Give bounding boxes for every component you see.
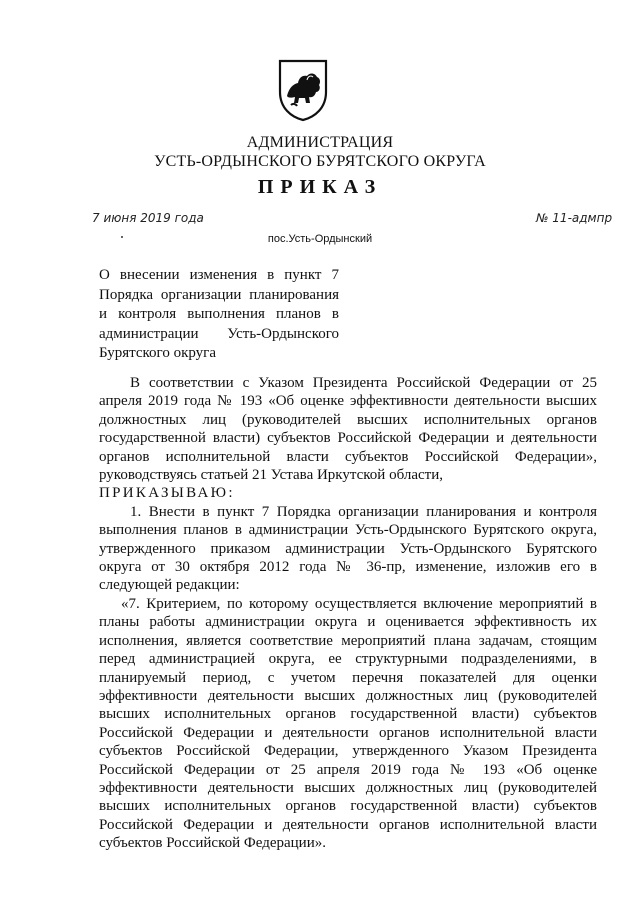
handwritten-date: 7 июня 2019 года	[92, 211, 204, 225]
document-subject: О внесении изменения в пункт 7 Порядка организации планирования и контроля выполнения планов в администрации Усть-Ордынского Бурятского округа	[99, 267, 339, 361]
document-body	[99, 374, 597, 853]
document-type-title: ПРИКАЗ	[257, 176, 383, 198]
place-of-issue: пос.Усть-Ордынский	[267, 233, 373, 245]
quoted-new-wording-paragraph: «7. Критерием, по которому осуществляется включение мероприятий в планы работы администрации округа и оценивается эффективность их исполнения, является соответствие мероприятий плана задачам, стоящим перед администрацией округа, ее структурными подразделениями, в планируемый период, с учетом перечня показателей для оценки эффективности деятельности высших должностных лиц (руководителей высших исполнительных органов государственной власти) субъектов Российской Федерации и деятельности органов исполнительной власти субъектов Российской Федерации, утвержденного Указом Президента Российской Федерации от 25 апреля 2019 года № 193 «Об оценке эффективности деятельности высших должностных лиц (руководителей высших исполнительных органов государственной власти) субъектов Российской Федерации и деятельности органов исполнительной власти субъектов Российской Федерации».	[99, 595, 597, 852]
preamble-paragraph: В соответствии с Указом Президента Российской Федерации от 25 апреля 2019 года № 193 «Об оценке эффективности деятельности высших должностных лиц (руководителей высших исполнительных органов государственной власти) субъектов Российской Федерации и деятельности органов исполнительной власти субъектов Российской Федерации», руководствуясь статьей 21 Устава Иркутской области,	[99, 375, 597, 484]
item-1-paragraph: 1. Внести в пункт 7 Порядка организации планирования и контроля выполнения планов в администрации Усть-Ордынского Бурятского округа, утвержденного приказом администрации Усть-Ордынского Бурятского округа от 30 октября 2012 года № 36-пр, изменение, изложив его в следующей редакции:	[99, 503, 597, 594]
coat-of-arms-icon	[277, 58, 329, 122]
decree-heading: ПРИКАЗЫВАЮ:	[99, 485, 235, 502]
handwritten-order-number: № 11-адмпр	[536, 211, 613, 225]
organization-name-line-1: АДМИНИСТРАЦИЯ	[246, 134, 394, 151]
organization-name-line-2: УСТЬ-ОРДЫНСКОГО БУРЯТСКОГО ОКРУГА	[154, 153, 486, 170]
